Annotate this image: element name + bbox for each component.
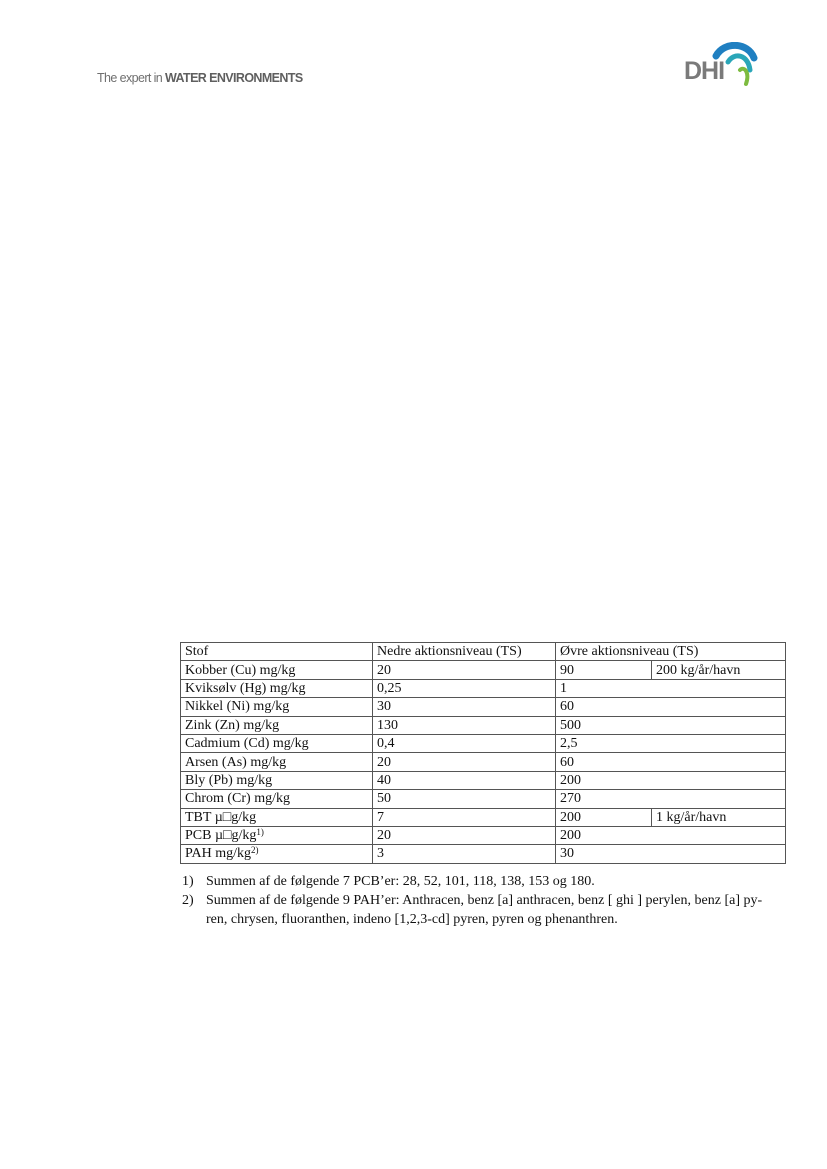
substance-cell bbox=[181, 790, 373, 808]
substance-name: PCB µ□g/kg bbox=[185, 828, 257, 844]
substance-cell bbox=[181, 661, 373, 679]
action-level-table bbox=[180, 642, 786, 864]
upper-level-cell: 200 bbox=[556, 808, 652, 826]
lower-level-cell: 20 bbox=[373, 826, 556, 844]
table-row bbox=[181, 808, 786, 826]
upper-level-cell: 1 bbox=[556, 679, 786, 697]
footnote-2 bbox=[180, 891, 808, 929]
table-row bbox=[181, 771, 786, 789]
substance-cell bbox=[181, 808, 373, 826]
footnote-number: 1) bbox=[182, 874, 194, 889]
substance-name: Bly (Pb) mg/kg bbox=[185, 772, 273, 788]
upper-level-cell: 60 bbox=[556, 698, 786, 716]
substance-cell bbox=[181, 698, 373, 716]
footnote-text: Summen af de følgende 7 PCB’er: 28, 52, 101, 118, 138, 153 og 180. bbox=[206, 874, 595, 889]
upper-level-cell: 2,5 bbox=[556, 734, 786, 752]
footnote-1 bbox=[180, 872, 808, 891]
lower-level-cell: 0,25 bbox=[373, 679, 556, 697]
upper-level-cell: 90 bbox=[556, 661, 652, 679]
substance-name: Chrom (Cr) mg/kg bbox=[185, 791, 290, 807]
table-row bbox=[181, 661, 786, 679]
logo-text: DHI bbox=[684, 57, 725, 85]
water-drop-icon bbox=[710, 42, 758, 88]
substance-cell bbox=[181, 716, 373, 734]
footnote-text-continued: ren, chrysen, fluoranthen, indeno [1,2,3-cd] pyren, pyren og phenanthren. bbox=[206, 912, 618, 927]
lower-level-cell: 0,4 bbox=[373, 734, 556, 752]
lower-level-cell: 7 bbox=[373, 808, 556, 826]
upper-level-cell: 200 bbox=[556, 826, 786, 844]
upper-level-cell: 60 bbox=[556, 753, 786, 771]
upper-level-cell: 30 bbox=[556, 845, 786, 863]
upper-level-cell: 270 bbox=[556, 790, 786, 808]
footnote-number: 2) bbox=[182, 893, 194, 908]
table-row bbox=[181, 790, 786, 808]
footnote-text: Summen af de følgende 9 PAH’er: Anthracen, benz [a] anthracen, benz [ ghi ] perylen, benz [a] py- bbox=[206, 893, 763, 908]
substance-name: PAH mg/kg bbox=[185, 846, 252, 862]
substance-cell bbox=[181, 734, 373, 752]
table-row bbox=[181, 845, 786, 863]
annual-limit-cell: 1 kg/år/havn bbox=[652, 808, 786, 826]
substance-name: Nikkel (Ni) mg/kg bbox=[185, 699, 290, 715]
footnote-ref: 1) bbox=[256, 827, 264, 838]
substance-name: Arsen (As) mg/kg bbox=[185, 754, 287, 770]
substance-name: Cadmium (Cd) mg/kg bbox=[185, 736, 309, 752]
header-tagline bbox=[97, 71, 303, 85]
header-substance: Stof bbox=[181, 643, 373, 661]
header-upper-level: Øvre aktionsniveau (TS) bbox=[556, 643, 786, 661]
substance-cell bbox=[181, 679, 373, 697]
tagline-regular: The expert in bbox=[97, 71, 166, 85]
lower-level-cell: 20 bbox=[373, 661, 556, 679]
substance-cell bbox=[181, 771, 373, 789]
table-row bbox=[181, 753, 786, 771]
footnotes bbox=[180, 872, 808, 929]
table-row bbox=[181, 734, 786, 752]
annual-limit-cell: 200 kg/år/havn bbox=[652, 661, 786, 679]
substance-cell bbox=[181, 845, 373, 863]
substance-name: Zink (Zn) mg/kg bbox=[185, 717, 280, 733]
lower-level-cell: 130 bbox=[373, 716, 556, 734]
lower-level-cell: 40 bbox=[373, 771, 556, 789]
substance-cell bbox=[181, 826, 373, 844]
lower-level-cell: 3 bbox=[373, 845, 556, 863]
table-header-row bbox=[181, 643, 786, 661]
table-row bbox=[181, 826, 786, 844]
upper-level-cell: 200 bbox=[556, 771, 786, 789]
substance-name: TBT µ□g/kg bbox=[185, 809, 257, 825]
footnote-ref: 2) bbox=[251, 845, 259, 856]
substance-cell bbox=[181, 753, 373, 771]
tagline-bold: WATER ENVIRONMENTS bbox=[165, 71, 303, 85]
substance-name: Kviksølv (Hg) mg/kg bbox=[185, 680, 306, 696]
upper-level-cell: 500 bbox=[556, 716, 786, 734]
table-row bbox=[181, 716, 786, 734]
header-lower-level: Nedre aktionsniveau (TS) bbox=[373, 643, 556, 661]
lower-level-cell: 20 bbox=[373, 753, 556, 771]
table-row bbox=[181, 698, 786, 716]
dhi-logo bbox=[684, 42, 758, 88]
lower-level-cell: 50 bbox=[373, 790, 556, 808]
lower-level-cell: 30 bbox=[373, 698, 556, 716]
substance-name: Kobber (Cu) mg/kg bbox=[185, 662, 296, 678]
table-row bbox=[181, 679, 786, 697]
